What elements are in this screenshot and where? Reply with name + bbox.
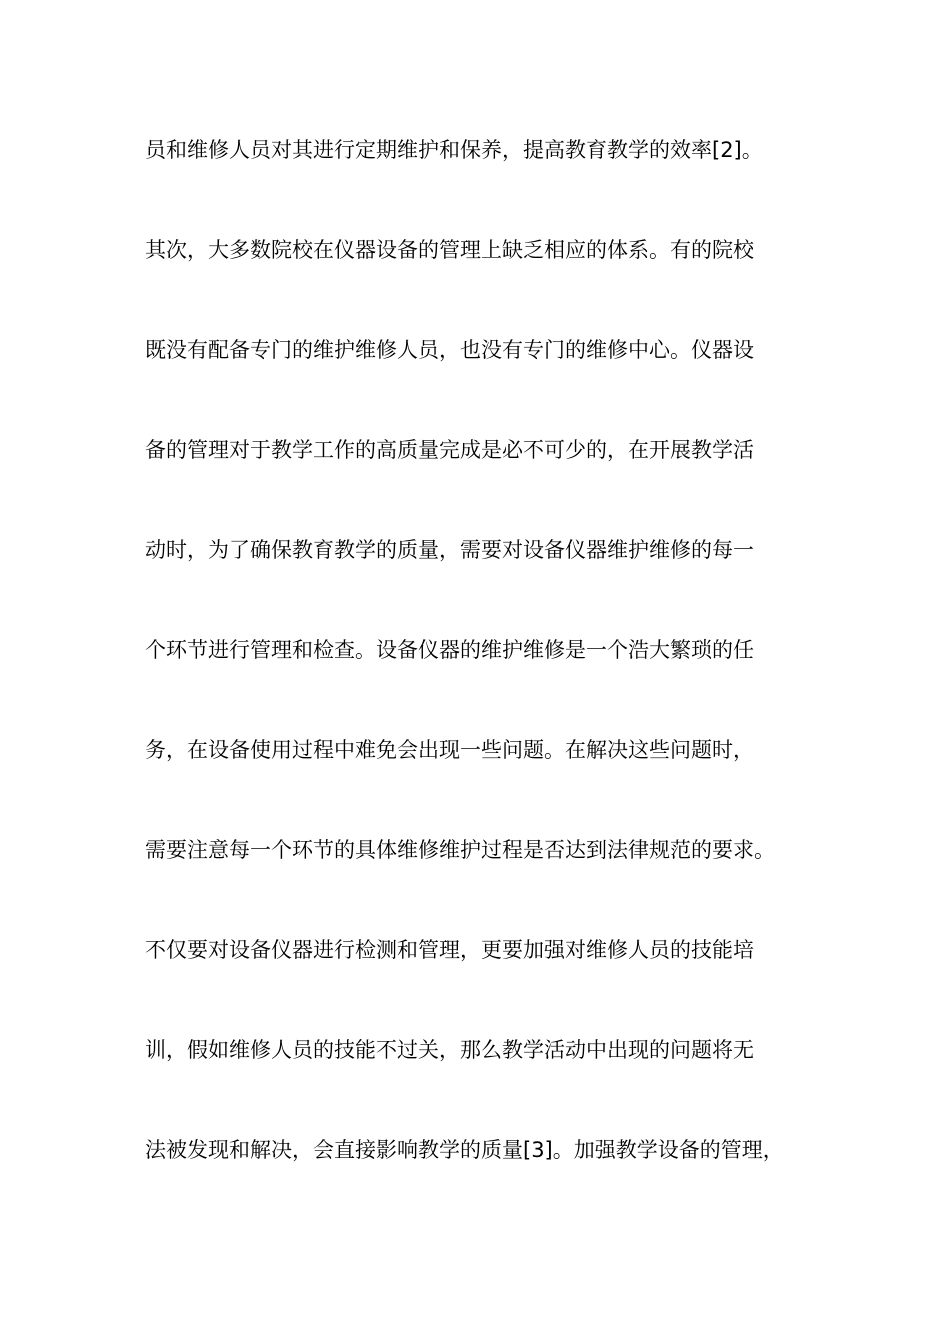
paragraph-line-9: 不仅要对设备仪器进行检测和管理，更要加强对维修人员的技能培 <box>145 938 754 962</box>
paragraph-line-10: 训，假如维修人员的技能不过关，那么教学活动中出现的问题将无 <box>145 1038 754 1062</box>
paragraph-line-7: 务，在设备使用过程中难免会出现一些问题。在解决这些问题时， <box>145 738 754 762</box>
paragraph-line-11: 法被发现和解决，会直接影响教学的质量[3]。加强教学设备的管理， <box>145 1138 784 1162</box>
paragraph-line-8: 需要注意每一个环节的具体维修维护过程是否达到法律规范的要求。 <box>145 838 775 862</box>
paragraph-line-5: 动时，为了确保教育教学的质量，需要对设备仪器维护维修的每一 <box>145 538 754 562</box>
paragraph-line-1: 员和维修人员对其进行定期维护和保养，提高教育教学的效率[2]。 <box>145 138 763 162</box>
paragraph-line-3: 既没有配备专门的维护维修人员，也没有专门的维修中心。仪器设 <box>145 338 754 362</box>
paragraph-line-2: 其次，大多数院校在仪器设备的管理上缺乏相应的体系。有的院校 <box>145 238 754 262</box>
paragraph-line-6: 个环节进行管理和检查。设备仪器的维护维修是一个浩大繁琐的任 <box>145 638 754 662</box>
paragraph-line-4: 备的管理对于教学工作的高质量完成是必不可少的，在开展教学活 <box>145 438 754 462</box>
